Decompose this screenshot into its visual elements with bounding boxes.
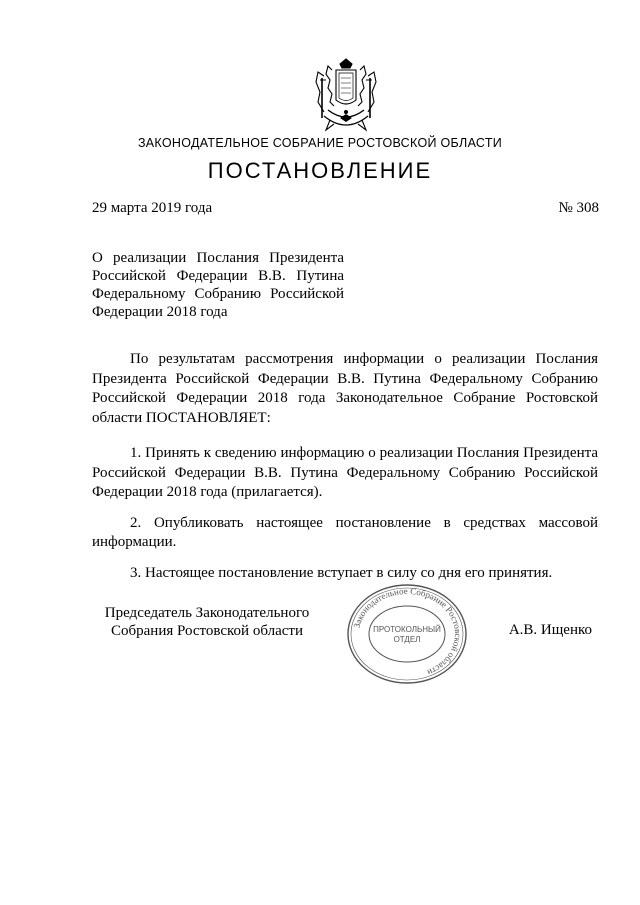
resolution-item-2: 2. Опубликовать настоящее постановление в средствах массовой информации. [92, 514, 598, 550]
preamble-paragraph: По результатам рассмотрения информации о реализации Послания Президента Российской Федерации В.В. Путина Федеральному Собранию Российской Федерации 2018 года Законодательное Собрание Ростовской области ПОСТАНОВЛЯЕТ: [92, 351, 598, 426]
resolution-item-1: 1. Принять к сведению информацию о реализации Послания Президента Российской Федерации В.В. Путина Федеральному Собранию Российской Федерации 2018 года (прилагается). [92, 445, 598, 500]
document-date: 29 марта 2019 года [92, 200, 213, 216]
signer-title [92, 604, 322, 640]
official-stamp [344, 582, 470, 686]
stamp-center-line-1: ПРОТОКОЛЬНЫЙ [373, 625, 441, 634]
document-subject: О реализации Послания Президента Российской Федерации В.В. Путина Федеральному Собранию Российской Федерации 2018 года [92, 250, 344, 320]
signer-name: А.В. Ищенко [508, 622, 592, 638]
document-body [92, 350, 598, 583]
document-type-title: ПОСТАНОВЛЕНИЕ [207, 158, 433, 183]
organization-name: ЗАКОНОДАТЕЛЬНОЕ СОБРАНИЕ РОСТОВСКОЙ ОБЛАСТИ [137, 136, 503, 150]
signer-title-line-2: Собрания Ростовской области [111, 623, 303, 639]
document-number: № 308 [558, 200, 599, 216]
stamp-center-line-2: ОТДЕЛ [393, 635, 421, 644]
coat-of-arms-icon [310, 58, 382, 136]
signer-title-line-1: Председатель Законодательного [104, 605, 310, 621]
stamp-ring-text: Законодательное Собрание Ростовской области [351, 585, 464, 678]
resolution-item-3: 3. Настоящее постановление вступает в силу со дня его принятия. [130, 564, 553, 581]
